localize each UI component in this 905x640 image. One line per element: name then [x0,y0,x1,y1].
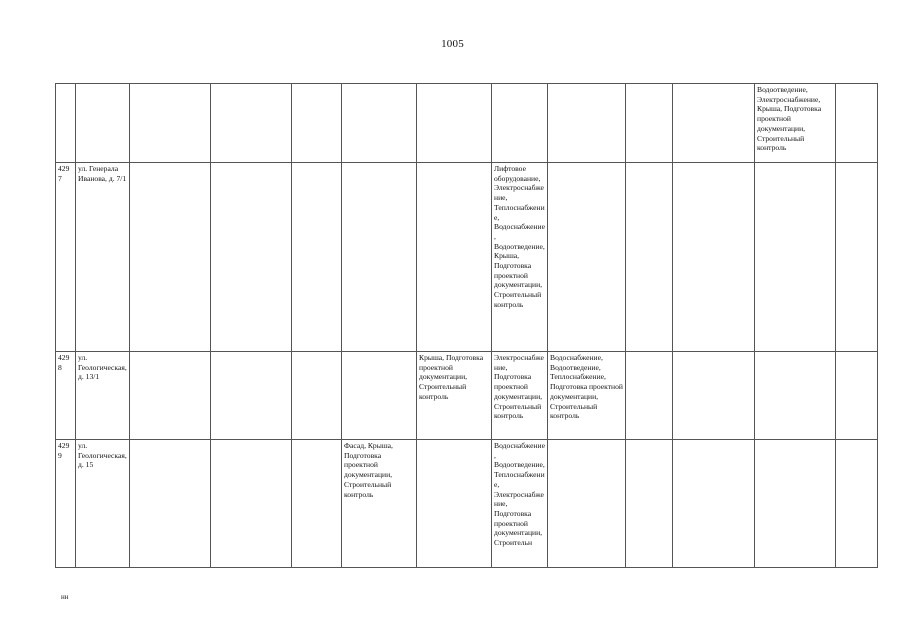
table-cell [292,163,342,352]
page-number: 1005 [441,38,464,50]
table-cell [836,163,878,352]
address-cell: ул. Геологическая, д. 15 [76,440,130,568]
table-cell [342,163,417,352]
table-cell [211,163,292,352]
table-cell [548,440,626,568]
address-cell: ул. Генерала Иванова, д. 7/1 [76,163,130,352]
row-number [56,84,76,163]
work-list-cell: Лифтовое оборудование, Электроснабжение, Теплоснабжение, Водоснабжение, Водоотведение, Крыша, Подготовка проектной документации, Строительный контроль [492,163,548,352]
work-list-cell: Водоснабжение, Водоотведение, Теплоснабжение, Электроснабжение, Подготовка проектной документации, Строительн [492,440,548,568]
table-cell [548,84,626,163]
table-cell [836,84,878,163]
table-cell [755,352,836,440]
table-cell [417,440,492,568]
table-cell [130,352,211,440]
table-row [56,163,878,352]
work-list-cell: Электроснабжение, Подготовка проектной документации, Строительный контроль [492,352,548,440]
table-cell [755,163,836,352]
table-cell [836,440,878,568]
table-cell [342,352,417,440]
table-cell [626,163,673,352]
row-number: 4297 [56,163,76,352]
table-cell [755,440,836,568]
table-cell [130,84,211,163]
table-cell [417,84,492,163]
work-list-cell: Водоснабжение, Водоотведение, Теплоснабжение, Подготовка проектной документации, Строительный контроль [548,352,626,440]
table-cell [836,352,878,440]
work-list-cell: Крыша, Подготовка проектной документации, Строительный контроль [417,352,492,440]
table-cell [342,84,417,163]
table-cell [626,440,673,568]
work-list-cell: Водоотведение, Электроснабжение, Крыша, Подготовка проектной документации, Строительный контроль [755,84,836,163]
table-cell [673,163,755,352]
table-cell [548,163,626,352]
table-cell [211,352,292,440]
capital-repair-table [55,83,878,568]
table-cell [211,440,292,568]
footer-mark: нн [61,593,69,601]
table-cell [292,84,342,163]
table-cell [626,84,673,163]
address-cell: ул. Геологическая, д. 13/1 [76,352,130,440]
table-row [56,84,878,163]
row-number: 4298 [56,352,76,440]
work-list-cell: Фасад, Крыша, Подготовка проектной документации, Строительный контроль [342,440,417,568]
table-row [56,352,878,440]
table-cell [673,440,755,568]
table-row [56,440,878,568]
row-number: 4299 [56,440,76,568]
table-cell [417,163,492,352]
table-cell [673,84,755,163]
table-cell [673,352,755,440]
table-cell [130,163,211,352]
address-cell [76,84,130,163]
table-cell [292,440,342,568]
table-cell [130,440,211,568]
table-cell [292,352,342,440]
table-cell [626,352,673,440]
table-cell [492,84,548,163]
table-cell [211,84,292,163]
